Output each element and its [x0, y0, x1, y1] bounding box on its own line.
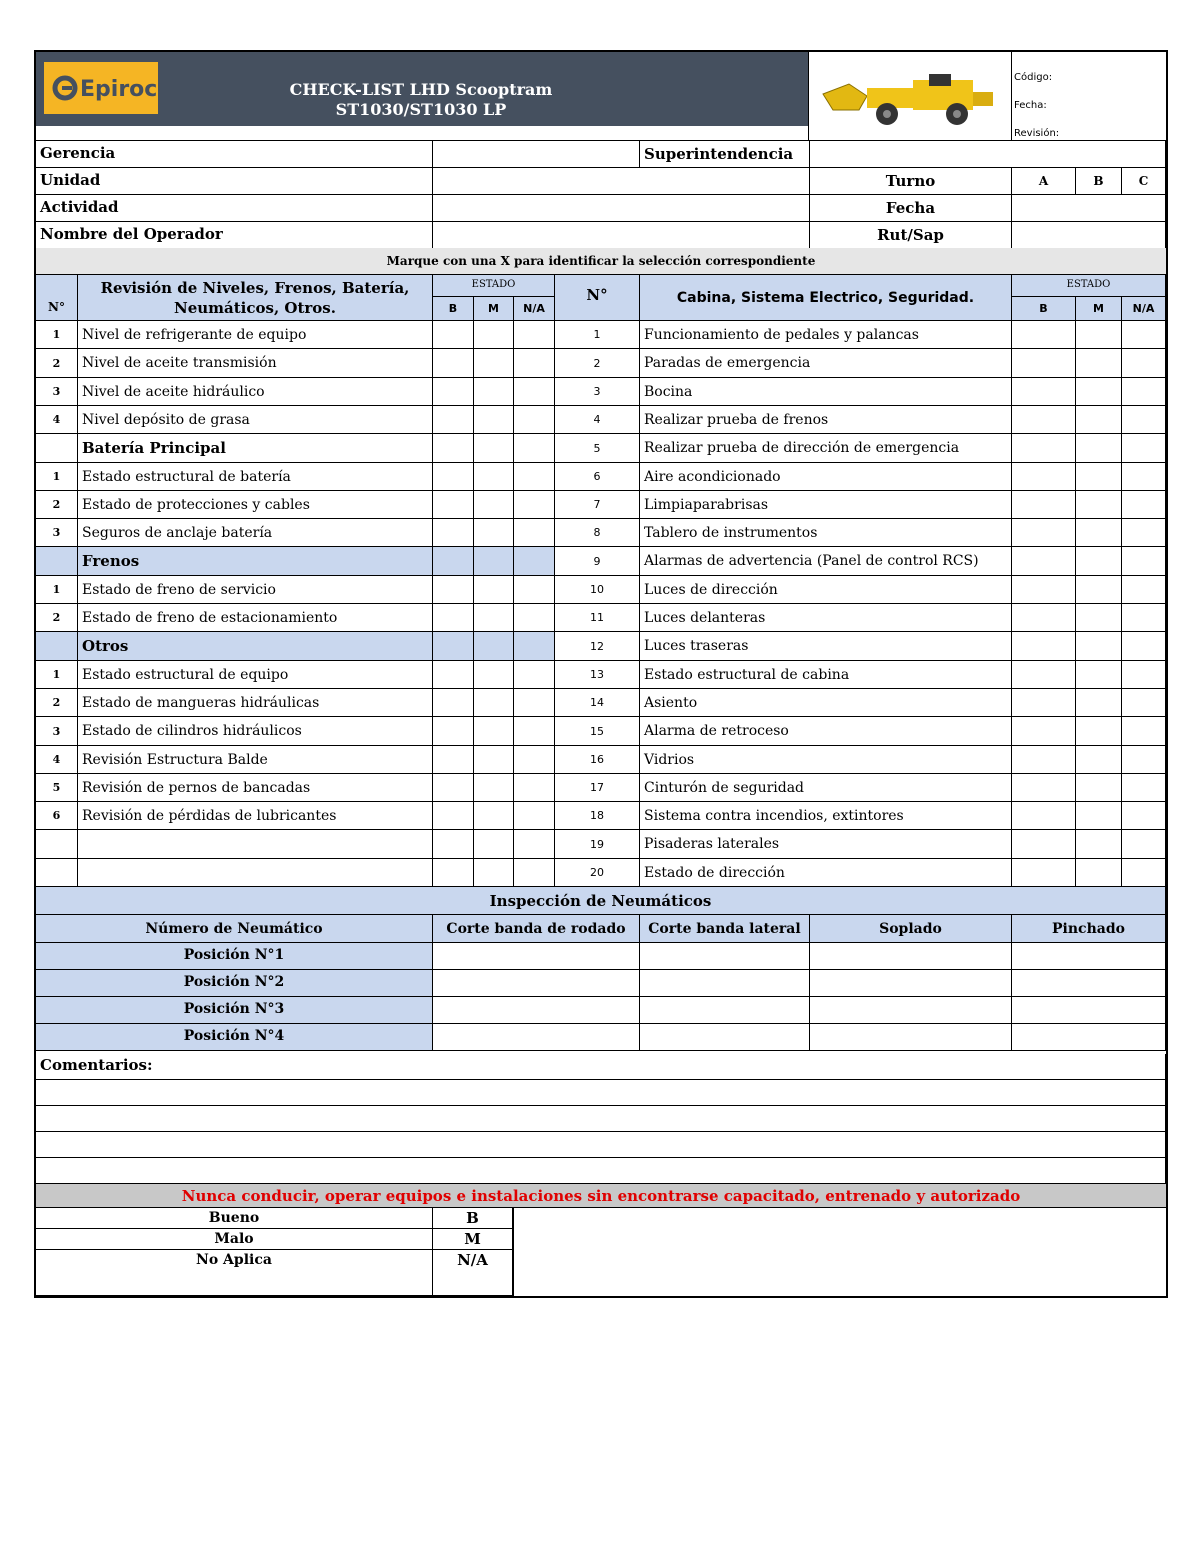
tire-position: Posición N°4	[36, 1024, 433, 1051]
right-row-b-checkbox[interactable]	[1012, 774, 1076, 802]
left-row-text: Batería Principal	[78, 434, 433, 463]
left-row-na-checkbox[interactable]	[514, 576, 555, 604]
left-row-b-checkbox[interactable]	[433, 576, 474, 604]
left-row-na-checkbox[interactable]	[514, 463, 555, 491]
left-row-b-checkbox[interactable]	[433, 378, 474, 406]
legend-code: N/A	[433, 1250, 513, 1296]
right-row-na-checkbox[interactable]	[1122, 604, 1166, 632]
right-title-header: Cabina, Sistema Electrico, Seguridad.	[640, 275, 1012, 321]
left-row-na-checkbox[interactable]	[514, 632, 555, 661]
right-row-m-checkbox[interactable]	[1076, 491, 1122, 519]
right-row-b-checkbox[interactable]	[1012, 830, 1076, 859]
fecha-field[interactable]	[1012, 195, 1166, 222]
tire-field-2[interactable]	[810, 997, 1012, 1024]
comment-line[interactable]	[36, 1080, 1166, 1106]
tire-header-1: Corte banda de rodado	[433, 915, 640, 943]
right-row-text: Cinturón de seguridad	[640, 774, 1012, 802]
right-row-m-checkbox[interactable]	[1076, 378, 1122, 406]
right-row-b-checkbox[interactable]	[1012, 632, 1076, 661]
right-col-b: B	[1012, 297, 1076, 321]
right-row-b-checkbox[interactable]	[1012, 746, 1076, 774]
right-row-m-checkbox[interactable]	[1076, 689, 1122, 717]
gerencia-label: Gerencia	[36, 141, 433, 168]
left-row-text: Estado de cilindros hidráulicos	[78, 717, 433, 746]
right-row-b-checkbox[interactable]	[1012, 491, 1076, 519]
left-title-header: Revisión de Niveles, Frenos, Batería, Neumáticos, Otros.	[78, 275, 433, 321]
right-row-b-checkbox[interactable]	[1012, 321, 1076, 349]
tire-field-3[interactable]	[1012, 1024, 1166, 1051]
right-row-text: Funcionamiento de pedales y palancas	[640, 321, 1012, 349]
instruction-text: Marque con una X para identificar la selección correspondiente	[36, 248, 1166, 275]
right-row-na-checkbox[interactable]	[1122, 576, 1166, 604]
left-row-m-checkbox[interactable]	[474, 349, 514, 378]
left-row-text: Revisión de pérdidas de lubricantes	[78, 802, 433, 830]
right-row-b-checkbox[interactable]	[1012, 604, 1076, 632]
right-row-b-checkbox[interactable]	[1012, 717, 1076, 746]
legend-label: No Aplica	[36, 1250, 433, 1296]
legend-blank-area	[513, 1208, 1166, 1296]
right-row-m-checkbox[interactable]	[1076, 746, 1122, 774]
tire-position: Posición N°1	[36, 943, 433, 970]
right-row-m-checkbox[interactable]	[1076, 661, 1122, 689]
left-row-num: 5	[36, 774, 78, 802]
right-row-na-checkbox[interactable]	[1122, 859, 1166, 887]
right-row-b-checkbox[interactable]	[1012, 349, 1076, 378]
comment-line[interactable]	[36, 1132, 1166, 1158]
tire-title: Inspección de Neumáticos	[36, 887, 1166, 915]
turno-option-c[interactable]: C	[1122, 168, 1166, 195]
right-row-na-checkbox[interactable]	[1122, 378, 1166, 406]
turno-option-a[interactable]: A	[1012, 168, 1076, 195]
tire-position: Posición N°3	[36, 997, 433, 1024]
left-row-b-checkbox[interactable]	[433, 604, 474, 632]
left-row-m-checkbox[interactable]	[474, 604, 514, 632]
right-row-text: Pisaderas laterales	[640, 830, 1012, 859]
actividad-label: Actividad	[36, 195, 433, 222]
tire-field-3[interactable]	[1012, 970, 1166, 997]
tire-field-1[interactable]	[640, 1024, 810, 1051]
left-row-m-checkbox[interactable]	[474, 519, 514, 547]
warning-banner: Nunca conducir, operar equipos e instalaciones sin encontrarse capacitado, entrenado y autorizado	[36, 1184, 1166, 1208]
tire-field-3[interactable]	[1012, 943, 1166, 970]
left-row-num: 1	[36, 661, 78, 689]
codigo-label: Código:	[1014, 72, 1053, 83]
left-col-b: B	[433, 297, 474, 321]
left-row-b-checkbox[interactable]	[433, 491, 474, 519]
left-col-na: N/A	[514, 297, 555, 321]
unidad-field[interactable]	[433, 168, 810, 195]
left-row-m-checkbox[interactable]	[474, 321, 514, 349]
left-row-b-checkbox[interactable]	[433, 321, 474, 349]
tire-header-0: Número de Neumático	[36, 915, 433, 943]
right-row-na-checkbox[interactable]	[1122, 434, 1166, 463]
right-row-b-checkbox[interactable]	[1012, 463, 1076, 491]
left-row-text: Revisión de pernos de bancadas	[78, 774, 433, 802]
right-row-na-checkbox[interactable]	[1122, 349, 1166, 378]
right-row-na-checkbox[interactable]	[1122, 830, 1166, 859]
right-row-m-checkbox[interactable]	[1076, 802, 1122, 830]
page-title	[266, 80, 576, 120]
right-row-b-checkbox[interactable]	[1012, 519, 1076, 547]
left-row-na-checkbox[interactable]	[514, 859, 555, 887]
left-row-m-checkbox[interactable]	[474, 774, 514, 802]
title-line-2: ST1030/ST1030 LP	[335, 100, 507, 119]
left-row-num: 3	[36, 717, 78, 746]
right-row-num: 19	[555, 830, 640, 859]
right-row-m-checkbox[interactable]	[1076, 830, 1122, 859]
left-row-num: 3	[36, 378, 78, 406]
left-row-na-checkbox[interactable]	[514, 434, 555, 463]
right-estado-header: ESTADO	[1012, 275, 1166, 297]
right-row-num: 13	[555, 661, 640, 689]
right-row-b-checkbox[interactable]	[1012, 434, 1076, 463]
left-row-na-checkbox[interactable]	[514, 774, 555, 802]
right-row-text: Luces traseras	[640, 632, 1012, 661]
left-row-num: 3	[36, 519, 78, 547]
right-row-num: 2	[555, 349, 640, 378]
left-row-b-checkbox[interactable]	[433, 463, 474, 491]
left-row-text	[78, 859, 433, 887]
right-row-m-checkbox[interactable]	[1076, 406, 1122, 434]
left-row-m-checkbox[interactable]	[474, 689, 514, 717]
actividad-field[interactable]	[433, 195, 810, 222]
left-row-text: Nivel de aceite transmisión	[78, 349, 433, 378]
right-row-text: Realizar prueba de dirección de emergencia	[640, 434, 1012, 463]
left-row-b-checkbox[interactable]	[433, 661, 474, 689]
right-col-m: M	[1076, 297, 1122, 321]
tire-field-1[interactable]	[640, 997, 810, 1024]
right-row-b-checkbox[interactable]	[1012, 406, 1076, 434]
right-row-text: Bocina	[640, 378, 1012, 406]
right-row-m-checkbox[interactable]	[1076, 321, 1122, 349]
right-row-m-checkbox[interactable]	[1076, 859, 1122, 887]
left-row-num: 2	[36, 491, 78, 519]
comment-line[interactable]	[36, 1106, 1166, 1132]
right-row-num: 17	[555, 774, 640, 802]
unidad-label: Unidad	[36, 168, 433, 195]
left-row-num: 6	[36, 802, 78, 830]
right-row-m-checkbox[interactable]	[1076, 717, 1122, 746]
legend-label: Bueno	[36, 1208, 433, 1229]
left-row-na-checkbox[interactable]	[514, 349, 555, 378]
right-row-num: 10	[555, 576, 640, 604]
gerencia-field[interactable]	[433, 141, 640, 168]
right-row-num: 20	[555, 859, 640, 887]
right-row-m-checkbox[interactable]	[1076, 434, 1122, 463]
left-row-na-checkbox[interactable]	[514, 378, 555, 406]
right-row-b-checkbox[interactable]	[1012, 661, 1076, 689]
logo-text: Epiroc	[80, 77, 158, 102]
right-row-num: 18	[555, 802, 640, 830]
right-row-num: 7	[555, 491, 640, 519]
right-row-num: 3	[555, 378, 640, 406]
left-row-m-checkbox[interactable]	[474, 802, 514, 830]
operador-label: Nombre del Operador	[36, 222, 433, 249]
turno-label: Turno	[810, 168, 1012, 195]
superintendencia-label: Superintendencia	[640, 141, 810, 168]
right-row-text: Alarma de retroceso	[640, 717, 1012, 746]
left-row-b-checkbox[interactable]	[433, 830, 474, 859]
left-row-num	[36, 830, 78, 859]
left-row-num: 2	[36, 349, 78, 378]
left-row-text: Nivel depósito de grasa	[78, 406, 433, 434]
tire-field-0[interactable]	[433, 943, 640, 970]
right-row-text: Estado estructural de cabina	[640, 661, 1012, 689]
left-row-m-checkbox[interactable]	[474, 661, 514, 689]
left-row-na-checkbox[interactable]	[514, 746, 555, 774]
left-row-text	[78, 830, 433, 859]
left-row-b-checkbox[interactable]	[433, 434, 474, 463]
right-row-na-checkbox[interactable]	[1122, 321, 1166, 349]
left-num-header: N°	[36, 275, 78, 321]
left-row-text: Nivel de aceite hidráulico	[78, 378, 433, 406]
right-row-b-checkbox[interactable]	[1012, 689, 1076, 717]
left-row-m-checkbox[interactable]	[474, 463, 514, 491]
left-row-m-checkbox[interactable]	[474, 717, 514, 746]
right-row-na-checkbox[interactable]	[1122, 661, 1166, 689]
left-row-m-checkbox[interactable]	[474, 434, 514, 463]
right-row-m-checkbox[interactable]	[1076, 463, 1122, 491]
right-row-m-checkbox[interactable]	[1076, 519, 1122, 547]
right-row-m-checkbox[interactable]	[1076, 604, 1122, 632]
right-row-na-checkbox[interactable]	[1122, 519, 1166, 547]
left-row-na-checkbox[interactable]	[514, 604, 555, 632]
left-row-b-checkbox[interactable]	[433, 519, 474, 547]
rutsap-label: Rut/Sap	[810, 222, 1012, 249]
tire-field-0[interactable]	[433, 970, 640, 997]
right-row-text: Luces delanteras	[640, 604, 1012, 632]
left-row-b-checkbox[interactable]	[433, 802, 474, 830]
left-row-b-checkbox[interactable]	[433, 349, 474, 378]
left-row-na-checkbox[interactable]	[514, 689, 555, 717]
tire-field-3[interactable]	[1012, 997, 1166, 1024]
tire-field-2[interactable]	[810, 1024, 1012, 1051]
left-row-text: Seguros de anclaje batería	[78, 519, 433, 547]
left-row-b-checkbox[interactable]	[433, 717, 474, 746]
right-row-b-checkbox[interactable]	[1012, 802, 1076, 830]
left-row-na-checkbox[interactable]	[514, 802, 555, 830]
legend-label: Malo	[36, 1229, 433, 1250]
right-row-na-checkbox[interactable]	[1122, 802, 1166, 830]
scooptram-icon	[809, 52, 1011, 140]
left-row-text: Frenos	[78, 547, 433, 576]
right-row-na-checkbox[interactable]	[1122, 717, 1166, 746]
left-row-num: 2	[36, 689, 78, 717]
tire-field-0[interactable]	[433, 997, 640, 1024]
title-line-1: CHECK-LIST LHD Scooptram	[289, 80, 553, 99]
left-row-b-checkbox[interactable]	[433, 632, 474, 661]
legend-code: B	[433, 1208, 513, 1229]
right-row-na-checkbox[interactable]	[1122, 463, 1166, 491]
superintendencia-field[interactable]	[810, 141, 1166, 168]
right-row-na-checkbox[interactable]	[1122, 689, 1166, 717]
left-row-num	[36, 632, 78, 661]
left-row-m-checkbox[interactable]	[474, 491, 514, 519]
left-col-m: M	[474, 297, 514, 321]
left-row-num: 4	[36, 406, 78, 434]
left-row-num: 1	[36, 463, 78, 491]
machine-image	[808, 52, 1012, 140]
left-row-b-checkbox[interactable]	[433, 547, 474, 576]
right-row-na-checkbox[interactable]	[1122, 632, 1166, 661]
rutsap-field[interactable]	[1012, 222, 1166, 249]
logo	[44, 62, 158, 114]
left-row-m-checkbox[interactable]	[474, 859, 514, 887]
right-row-text: Vidrios	[640, 746, 1012, 774]
revision-label: Revisión:	[1014, 128, 1060, 139]
left-row-text: Nivel de refrigerante de equipo	[78, 321, 433, 349]
legend-code: M	[433, 1229, 513, 1250]
right-row-na-checkbox[interactable]	[1122, 547, 1166, 576]
right-row-num: 8	[555, 519, 640, 547]
left-row-num	[36, 434, 78, 463]
right-row-num: 15	[555, 717, 640, 746]
left-row-text: Otros	[78, 632, 433, 661]
turno-option-b[interactable]: B	[1076, 168, 1122, 195]
left-row-m-checkbox[interactable]	[474, 746, 514, 774]
epiroc-logo-icon	[44, 62, 158, 114]
right-row-b-checkbox[interactable]	[1012, 378, 1076, 406]
left-row-m-checkbox[interactable]	[474, 547, 514, 576]
left-estado-header: ESTADO	[433, 275, 555, 297]
left-row-m-checkbox[interactable]	[474, 830, 514, 859]
right-row-text: Asiento	[640, 689, 1012, 717]
right-row-m-checkbox[interactable]	[1076, 774, 1122, 802]
left-row-na-checkbox[interactable]	[514, 717, 555, 746]
operador-field[interactable]	[433, 222, 810, 249]
left-row-m-checkbox[interactable]	[474, 632, 514, 661]
left-row-na-checkbox[interactable]	[514, 519, 555, 547]
right-row-text: Estado de dirección	[640, 859, 1012, 887]
left-row-text: Estado de mangueras hidráulicas	[78, 689, 433, 717]
right-row-text: Aire acondicionado	[640, 463, 1012, 491]
tire-field-0[interactable]	[433, 1024, 640, 1051]
left-row-text: Revisión Estructura Balde	[78, 746, 433, 774]
right-row-num: 11	[555, 604, 640, 632]
left-row-b-checkbox[interactable]	[433, 746, 474, 774]
checklist-sheet	[34, 50, 1168, 1298]
left-row-text: Estado de protecciones y cables	[78, 491, 433, 519]
left-row-num	[36, 859, 78, 887]
doc-meta	[1014, 64, 1059, 148]
right-row-text: Tablero de instrumentos	[640, 519, 1012, 547]
tire-header-3: Soplado	[810, 915, 1012, 943]
left-row-b-checkbox[interactable]	[433, 406, 474, 434]
comments-label: Comentarios:	[36, 1054, 1166, 1080]
right-row-b-checkbox[interactable]	[1012, 547, 1076, 576]
tire-header-4: Pinchado	[1012, 915, 1166, 943]
right-row-m-checkbox[interactable]	[1076, 576, 1122, 604]
tire-position: Posición N°2	[36, 970, 433, 997]
comment-line[interactable]	[36, 1158, 1166, 1184]
tire-field-1[interactable]	[640, 943, 810, 970]
left-row-na-checkbox[interactable]	[514, 406, 555, 434]
left-row-num: 4	[36, 746, 78, 774]
right-row-num: 5	[555, 434, 640, 463]
right-row-m-checkbox[interactable]	[1076, 547, 1122, 576]
right-row-num: 14	[555, 689, 640, 717]
left-row-na-checkbox[interactable]	[514, 661, 555, 689]
left-row-na-checkbox[interactable]	[514, 547, 555, 576]
left-row-na-checkbox[interactable]	[514, 321, 555, 349]
right-row-na-checkbox[interactable]	[1122, 774, 1166, 802]
left-row-text: Estado de freno de estacionamiento	[78, 604, 433, 632]
right-row-text: Realizar prueba de frenos	[640, 406, 1012, 434]
right-row-num: 12	[555, 632, 640, 661]
right-row-num: 9	[555, 547, 640, 576]
right-row-num: 16	[555, 746, 640, 774]
left-row-text: Estado de freno de servicio	[78, 576, 433, 604]
tire-field-2[interactable]	[810, 943, 1012, 970]
left-row-b-checkbox[interactable]	[433, 774, 474, 802]
left-row-b-checkbox[interactable]	[433, 689, 474, 717]
fecha-label: Fecha	[810, 195, 1012, 222]
left-row-b-checkbox[interactable]	[433, 859, 474, 887]
right-col-na: N/A	[1122, 297, 1166, 321]
right-row-b-checkbox[interactable]	[1012, 859, 1076, 887]
left-row-text: Estado estructural de batería	[78, 463, 433, 491]
left-row-m-checkbox[interactable]	[474, 576, 514, 604]
left-row-m-checkbox[interactable]	[474, 406, 514, 434]
tire-field-1[interactable]	[640, 970, 810, 997]
right-row-na-checkbox[interactable]	[1122, 406, 1166, 434]
right-row-m-checkbox[interactable]	[1076, 349, 1122, 378]
right-row-text: Alarmas de advertencia (Panel de control RCS)	[640, 547, 1012, 576]
right-row-text: Sistema contra incendios, extintores	[640, 802, 1012, 830]
right-row-num: 1	[555, 321, 640, 349]
left-row-na-checkbox[interactable]	[514, 830, 555, 859]
right-row-text: Luces de dirección	[640, 576, 1012, 604]
right-row-text: Limpiaparabrisas	[640, 491, 1012, 519]
left-row-text: Estado estructural de equipo	[78, 661, 433, 689]
left-row-num: 1	[36, 576, 78, 604]
right-row-num: 4	[555, 406, 640, 434]
left-row-num: 2	[36, 604, 78, 632]
right-row-text: Paradas de emergencia	[640, 349, 1012, 378]
right-num-header: N°	[555, 275, 640, 321]
right-row-num: 6	[555, 463, 640, 491]
right-row-na-checkbox[interactable]	[1122, 491, 1166, 519]
right-row-na-checkbox[interactable]	[1122, 746, 1166, 774]
left-row-num: 1	[36, 321, 78, 349]
fecha-meta-label: Fecha:	[1014, 100, 1047, 111]
tire-field-2[interactable]	[810, 970, 1012, 997]
tire-header-2: Corte banda lateral	[640, 915, 810, 943]
left-row-na-checkbox[interactable]	[514, 491, 555, 519]
right-row-m-checkbox[interactable]	[1076, 632, 1122, 661]
left-row-num	[36, 547, 78, 576]
right-row-b-checkbox[interactable]	[1012, 576, 1076, 604]
left-row-m-checkbox[interactable]	[474, 378, 514, 406]
